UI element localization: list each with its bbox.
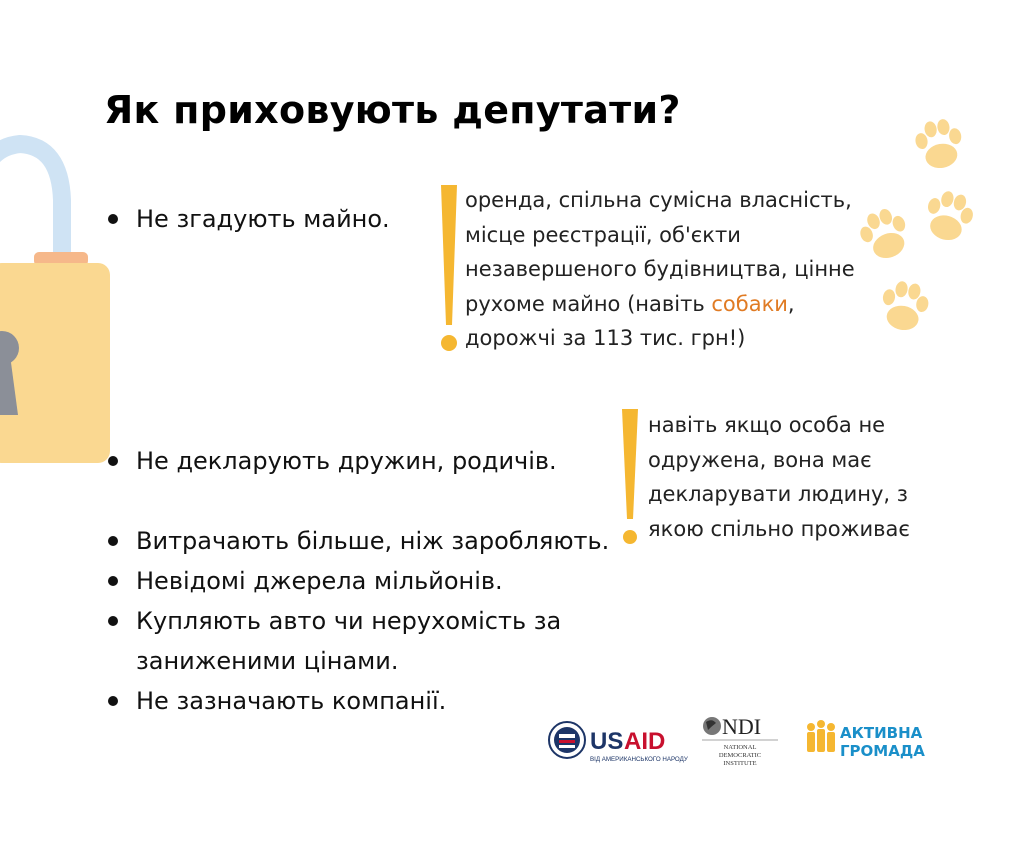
- bullet-item: Не зазначають компанії.: [104, 681, 624, 721]
- note-line: одружена, вона має: [648, 447, 872, 472]
- paw-icon: [912, 116, 966, 171]
- note-line: незавершеного будівництва, цінне: [465, 257, 855, 281]
- gromada-wordmark-2: ГРОМАДА: [840, 742, 925, 760]
- note-spouse: [648, 408, 910, 546]
- note-text: ,: [787, 291, 795, 316]
- padlock-shackle: [0, 144, 62, 258]
- bullet-item: Витрачають більше, ніж заробляють.: [104, 521, 624, 561]
- bullet-item: Невідомі джерела мільйонів.: [104, 561, 624, 601]
- padlock-illustration: [0, 130, 112, 465]
- usaid-tagline: ВІД АМЕРИКАНСЬКОГО НАРОДУ: [590, 756, 688, 763]
- ndi-sub: NATIONAL: [723, 744, 757, 751]
- highlight-dogs: собаки: [711, 291, 788, 316]
- note-line: оренда, спільна сумісна власність,: [465, 188, 852, 212]
- ndi-logo: [700, 714, 782, 778]
- bullet-list-property: [104, 199, 390, 239]
- usaid-logo: [548, 712, 688, 776]
- note-line: навіть якщо особа не: [648, 413, 886, 437]
- bullet-list-other: [104, 521, 624, 721]
- gromada-wordmark-1: АКТИВНА: [840, 724, 923, 742]
- ndi-logo-graphic: [700, 714, 782, 774]
- ndi-wordmark: NDI: [722, 714, 762, 739]
- note-line: якою спільно проживає: [648, 516, 910, 541]
- bullet-list-relatives: [104, 441, 557, 481]
- padlock-body: [0, 263, 110, 463]
- note-property: [465, 183, 855, 356]
- paw-icon: [878, 278, 932, 333]
- bullet-item: Не декларують дружин, родичів.: [104, 441, 557, 481]
- aktyvna-gromada-logo: [804, 718, 934, 766]
- paw-prints-decoration: [858, 112, 980, 337]
- note-line: дорожчі за 113 тис. грн!): [465, 326, 746, 350]
- note-line: місце реєстрації, об'єкти: [465, 222, 741, 247]
- page-title: Як приховують депутати?: [104, 88, 681, 132]
- people-icon: [807, 720, 835, 752]
- note-line: декларувати людину, з: [648, 482, 908, 506]
- usaid-logo-graphic: [548, 712, 688, 772]
- bullet-item: Не згадують майно.: [104, 199, 390, 239]
- paw-icon: [855, 204, 915, 265]
- gromada-logo-graphic: [804, 718, 934, 762]
- paw-icon: [921, 187, 978, 245]
- exclamation-icon: [438, 183, 460, 355]
- note-text: рухоме майно (навіть: [465, 291, 712, 316]
- note-line: [465, 287, 855, 322]
- ndi-sub: DEMOCRATIC: [718, 752, 762, 759]
- bullet-item: Купляють авто чи нерухомість за заниженими цінами.: [104, 601, 624, 681]
- ndi-sub: INSTITUTE: [723, 760, 757, 767]
- usaid-wordmark-aid: AID: [624, 728, 666, 755]
- usaid-wordmark-us: US: [590, 728, 624, 755]
